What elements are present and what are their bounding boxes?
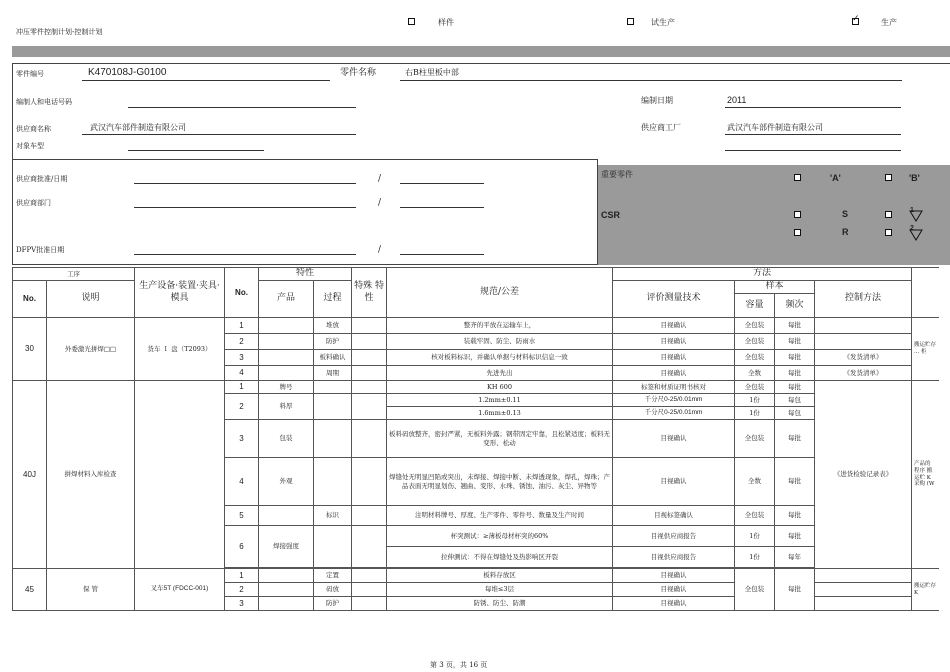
table-row: 4 外观 焊缝处无明显凹陷或突出，未焊接、焊接中断、未焊透现象，焊孔，焊珠；产品表面无明显划伤、翘曲、变形、水珠、锈蚀、油污、灰尘、异物等 目视确认 全数 每批 (13, 458, 939, 506)
table-row: 3 板料确认 核对板料标识，并确认单据与材料标识信息一致 目视确认 全包装 每批 《发货清单》 (13, 350, 939, 366)
page-number: 第 3 页，共 16 页 (430, 661, 488, 669)
factory-label: 供应商工厂 (641, 123, 681, 132)
part-name-value: 右B柱里板中部 (405, 68, 459, 77)
table-row: 30 外委激光拼焊□□ 货车 Ｉ 盘（T2093） 1 堆放 整齐的平放在运输车上， 目视确认 全包装 每批 搬运贮存 ... 柜 (13, 318, 939, 334)
editor-label: 编制人和电话号码 (16, 98, 72, 106)
csr-label: CSR (601, 210, 621, 220)
control-plan-table: 工序 生产设备·装置·夹具·模具 No. 特性 特殊 特性 规范/公差 方法 No. 说明 产品 过程 评价测量技术 样本 控制方法 容量 频次 30 外委激光拼焊□□ 货车 Ｉ 盘（T2093） 1 堆放 整齐的平放在运输车上， 目视确认 全包装 每批 搬运贮存 ... 柜 2 防护 装载牢固、防尘、防雨水 目视确认 全包装 每批 3 板料确认 核对板料标识，并确认单据与材料标识信息一致 目视确认 全包装 每批 《发货清单》 4 周期 先进先出 目视确认 全数 每批 《发货清单》 40J 拼焊材料入库检查 1 牌号 KH 600 标签和材质证明书核对 全包装 每批 《进货检验记录表》 产品的 程序 搬运贮 K 采购 (W 2 料厚 1.2mm±0.11 千分尺0-25/0.01mm 1份 每包 1.6mm±0.13 千分尺0-25/0.01mm 1份 每包 3 包装 板料码放整齐，密封严紧，无板料外露；钢带固定牢靠，且松紧适度；板料无变形、松动 目视确认 全包装 每批 4 外观 焊缝处无明显凹陷或突出，未焊接、焊接中断、未焊透现象，焊孔，焊珠；产品表面无明显划伤、翘曲、变形、水珠、锈蚀、油污、灰尘、异物等 目视确认 全数 每批 5 标识 注明材料牌号、厚度、生产零件、零件号、数量及生产时间 目视标签确认 全包装 每批 6 焊接强度 杯突测试：≥薄板母材杯突的60% 目视供应商报告 1份 每批 拉伸测试：不得在焊缝处及热影响区开裂 目视供应商报告 1份 每年 45 保 管 叉车5T (FDCC-001) 1 定置 板料存放区 目视确认 全包装 每批 搬运贮存 K 2 码放 每堆≤3层 目视确认 3 防护 防锈、防尘、防潮 目视确认 (12, 267, 939, 611)
table-row: 2 料厚 1.2mm±0.11 千分尺0-25/0.01mm 1份 每包 (13, 394, 939, 407)
table-row: 45 保 管 叉车5T (FDCC-001) 1 定置 板料存放区 目视确认 全包装 每批 搬运贮存 K (13, 569, 939, 583)
csr-r-checkbox[interactable] (794, 229, 801, 236)
part-no-label: 零件编号 (16, 70, 44, 78)
mark-1: 1 (910, 207, 914, 214)
date-label: 编制日期 (641, 96, 673, 105)
triangle-down-icon (909, 210, 923, 222)
production-checkbox[interactable] (852, 18, 859, 25)
key-b-checkbox[interactable] (885, 174, 892, 181)
mark-a: 'A' (830, 173, 841, 183)
factory-value: 武汉汽车部件制造有限公司 (727, 123, 823, 132)
vehicle-label: 对象车型 (16, 142, 44, 150)
table-row: 40J 拼焊材料入库检查 1 牌号 KH 600 标签和材质证明书核对 全包装 每批 《进货检验记录表》 产品的 程序 搬运贮 K 采购 (W (13, 381, 939, 394)
supplier-value: 武汉汽车部件制造有限公司 (90, 123, 186, 132)
csr-2-checkbox[interactable] (885, 229, 892, 236)
mark-s: S (842, 209, 849, 219)
trial-production-label: 试生产 (651, 18, 675, 27)
control-method-cell: 《进货检验记录表》 (815, 381, 912, 569)
table-row: 1.6mm±0.13 千分尺0-25/0.01mm 1份 每包 (13, 407, 939, 420)
supplier-label: 供应商名称 (16, 125, 51, 133)
table-row: 2 防护 装载牢固、防尘、防雨水 目视确认 全包装 每批 (13, 334, 939, 350)
trial-production-checkbox[interactable] (627, 18, 634, 25)
mark-r: R (842, 227, 849, 237)
mark-2: 2 (910, 225, 914, 232)
approve-label: 供应商批准/日期 (16, 175, 68, 183)
production-label: 生产 (881, 18, 897, 27)
date-value: 2011 (727, 95, 747, 105)
key-part-panel (598, 165, 950, 265)
table-row: 6 焊接强度 杯突测试：≥薄板母材杯突的60% 目视供应商报告 1份 每批 (13, 526, 939, 547)
document-title: 冲压零件控制计划-控制计划 (16, 29, 103, 36)
dfpv-label: DFPV批准日期 (16, 246, 65, 254)
csr-1-checkbox[interactable] (885, 211, 892, 218)
table-row: 拉伸测试：不得在焊缝处及热影响区开裂 目视供应商报告 1份 每年 (13, 547, 939, 568)
dept-label: 供应商部门 (16, 199, 51, 207)
table-row: 3 包装 板料码放整齐，密封严紧，无板料外露；钢带固定牢靠，且松紧适度；板料无变形、松动 目视确认 全包装 每批 (13, 420, 939, 458)
table-row: 4 周期 先进先出 目视确认 全数 每批 《发货清单》 (13, 366, 939, 381)
table-row: 2 码放 每堆≤3层 目视确认 (13, 583, 939, 597)
part-name-label: 零件名称 (340, 68, 377, 78)
table-row: 5 标识 注明材料牌号、厚度、生产零件、零件号、数量及生产时间 目视标签确认 全包装 每批 (13, 506, 939, 526)
table-row: 3 防护 防锈、防尘、防潮 目视确认 (13, 597, 939, 611)
key-a-checkbox[interactable] (794, 174, 801, 181)
mark-b: 'B' (909, 173, 920, 183)
sample-checkbox[interactable] (408, 18, 415, 25)
approval-box (12, 159, 598, 265)
part-no-value: K470108J-G0100 (88, 67, 167, 78)
sample-label: 样件 (438, 18, 454, 27)
csr-s-checkbox[interactable] (794, 211, 801, 218)
header-divider-bar (12, 46, 950, 57)
triangle-down-icon (909, 229, 923, 241)
key-part-label: 重要零件 (601, 170, 633, 179)
